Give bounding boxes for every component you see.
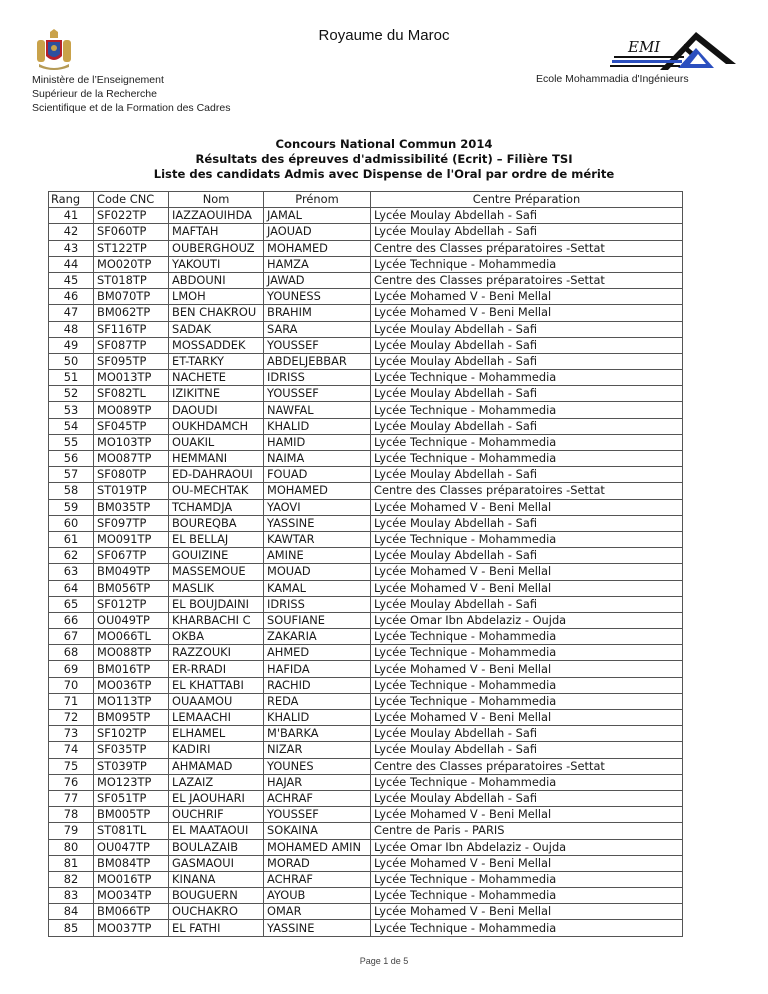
cell-prenom: BRAHIM (264, 305, 371, 321)
cell-nom: EL FATHI (169, 920, 264, 936)
cell-prenom: KAMAL (264, 580, 371, 596)
cell-nom: IZIKITNE (169, 386, 264, 402)
cell-nom: DAOUDI (169, 402, 264, 418)
cell-code-cnc: ST039TP (94, 758, 169, 774)
table-row (49, 451, 683, 467)
cell-nom: YAKOUTI (169, 256, 264, 272)
cell-nom: MAFTAH (169, 224, 264, 240)
cell-rang: 67 (49, 629, 94, 645)
cell-code-cnc: MO020TP (94, 256, 169, 272)
cell-nom: ED-DAHRAOUI (169, 467, 264, 483)
cell-centre: Lycée Mohamed V - Beni Mellal (371, 305, 683, 321)
page-number: Page 1 de 5 (359, 956, 409, 966)
cell-prenom: MOUAD (264, 564, 371, 580)
cell-centre: Lycée Technique - Mohammedia (371, 774, 683, 790)
cell-nom: OUKHDAMCH (169, 418, 264, 434)
ministry-line: Scientifique et de la Formation des Cadres (32, 102, 231, 114)
table-row (49, 434, 683, 450)
table-row (49, 871, 683, 887)
cell-prenom: YAOVI (264, 499, 371, 515)
cell-prenom: HAFIDA (264, 661, 371, 677)
table-header-row (49, 192, 683, 208)
cell-rang: 76 (49, 774, 94, 790)
cell-rang: 53 (49, 402, 94, 418)
table-row (49, 661, 683, 677)
cell-nom: SADAK (169, 321, 264, 337)
cell-rang: 54 (49, 418, 94, 434)
cell-code-cnc: SF082TL (94, 386, 169, 402)
table-row (49, 758, 683, 774)
cell-centre: Lycée Mohamed V - Beni Mellal (371, 904, 683, 920)
table-row (49, 823, 683, 839)
table-row (49, 677, 683, 693)
cell-prenom: HAJAR (264, 774, 371, 790)
table-row (49, 418, 683, 434)
cell-nom: AHMAMAD (169, 758, 264, 774)
cell-nom: LAZAIZ (169, 774, 264, 790)
cell-code-cnc: ST081TL (94, 823, 169, 839)
cell-nom: OUCHAKRO (169, 904, 264, 920)
cell-code-cnc: OU047TP (94, 839, 169, 855)
cell-prenom: KHALID (264, 418, 371, 434)
cell-rang: 43 (49, 240, 94, 256)
column-header-code: Code CNC (94, 192, 169, 208)
table-row (49, 920, 683, 936)
cell-code-cnc: MO013TP (94, 370, 169, 386)
table-body (49, 208, 683, 936)
table-row (49, 888, 683, 904)
cell-prenom: IDRISS (264, 370, 371, 386)
ministry-line: Ministère de l’Enseignement (32, 74, 164, 86)
cell-code-cnc: SF116TP (94, 321, 169, 337)
cell-code-cnc: BM066TP (94, 904, 169, 920)
table-row (49, 240, 683, 256)
cell-centre: Lycée Moulay Abdellah - Safi (371, 386, 683, 402)
cell-prenom: RACHID (264, 677, 371, 693)
cell-centre: Lycée Mohamed V - Beni Mellal (371, 580, 683, 596)
cell-centre: Centre de Paris - PARIS (371, 823, 683, 839)
cell-prenom: AHMED (264, 645, 371, 661)
cell-nom: ELHAMEL (169, 726, 264, 742)
table-row (49, 726, 683, 742)
cell-prenom: JAWAD (264, 272, 371, 288)
cell-code-cnc: MO087TP (94, 451, 169, 467)
cell-code-cnc: SF051TP (94, 790, 169, 806)
cell-code-cnc: BM095TP (94, 710, 169, 726)
cell-centre: Lycée Moulay Abdellah - Safi (371, 515, 683, 531)
table-row (49, 645, 683, 661)
table-row (49, 612, 683, 628)
cell-centre: Lycée Moulay Abdellah - Safi (371, 548, 683, 564)
cell-centre: Lycée Moulay Abdellah - Safi (371, 321, 683, 337)
table-row (49, 839, 683, 855)
cell-rang: 58 (49, 483, 94, 499)
cell-prenom: MOHAMED (264, 483, 371, 499)
table-row (49, 370, 683, 386)
cell-code-cnc: MO036TP (94, 677, 169, 693)
cell-rang: 82 (49, 871, 94, 887)
title-line-3: Liste des candidats Admis avec Dispense de l'Oral par ordre de mérite (153, 167, 615, 181)
cell-centre: Centre des Classes préparatoires -Settat (371, 240, 683, 256)
cell-code-cnc: SF095TP (94, 353, 169, 369)
table-row (49, 515, 683, 531)
cell-centre: Lycée Mohamed V - Beni Mellal (371, 564, 683, 580)
cell-code-cnc: SF080TP (94, 467, 169, 483)
cell-prenom: NAIMA (264, 451, 371, 467)
cell-nom: KINANA (169, 871, 264, 887)
cell-centre: Lycée Technique - Mohammedia (371, 629, 683, 645)
ministry-name (32, 73, 230, 115)
cell-code-cnc: MO103TP (94, 434, 169, 450)
cell-prenom: YOUSSEF (264, 807, 371, 823)
cell-nom: LMOH (169, 289, 264, 305)
cell-nom: EL BELLAJ (169, 531, 264, 547)
cell-prenom: OMAR (264, 904, 371, 920)
cell-centre: Lycée Technique - Mohammedia (371, 256, 683, 272)
cell-rang: 80 (49, 839, 94, 855)
cell-rang: 45 (49, 272, 94, 288)
cell-centre: Centre des Classes préparatoires -Settat (371, 483, 683, 499)
cell-prenom: ZAKARIA (264, 629, 371, 645)
cell-nom: GOUIZINE (169, 548, 264, 564)
cell-rang: 65 (49, 596, 94, 612)
cell-nom: BEN CHAKROU (169, 305, 264, 321)
cell-rang: 85 (49, 920, 94, 936)
cell-prenom: HAMID (264, 434, 371, 450)
cell-nom: ET-TARKY (169, 353, 264, 369)
cell-prenom: HAMZA (264, 256, 371, 272)
table-row (49, 693, 683, 709)
cell-nom: ER-RRADI (169, 661, 264, 677)
table-row (49, 580, 683, 596)
cell-nom: HEMMANI (169, 451, 264, 467)
cell-rang: 50 (49, 353, 94, 369)
cell-rang: 56 (49, 451, 94, 467)
cell-nom: MASLIK (169, 580, 264, 596)
cell-code-cnc: MO037TP (94, 920, 169, 936)
cell-rang: 44 (49, 256, 94, 272)
cell-prenom: YASSINE (264, 920, 371, 936)
table-row (49, 321, 683, 337)
cell-rang: 41 (49, 208, 94, 224)
cell-nom: LEMAACHI (169, 710, 264, 726)
cell-prenom: YOUNESS (264, 289, 371, 305)
cell-centre: Lycée Technique - Mohammedia (371, 645, 683, 661)
cell-prenom: SOKAINA (264, 823, 371, 839)
cell-prenom: NAWFAL (264, 402, 371, 418)
cell-nom: TCHAMDJA (169, 499, 264, 515)
cell-prenom: AYOUB (264, 888, 371, 904)
cell-code-cnc: BM062TP (94, 305, 169, 321)
cell-rang: 68 (49, 645, 94, 661)
cell-centre: Lycée Moulay Abdellah - Safi (371, 467, 683, 483)
table-row (49, 904, 683, 920)
cell-centre: Lycée Mohamed V - Beni Mellal (371, 499, 683, 515)
cell-code-cnc: SF097TP (94, 515, 169, 531)
table-row (49, 742, 683, 758)
cell-rang: 57 (49, 467, 94, 483)
column-header-nom: Nom (169, 192, 264, 208)
cell-rang: 47 (49, 305, 94, 321)
table-row (49, 353, 683, 369)
cell-code-cnc: MO088TP (94, 645, 169, 661)
table-row (49, 531, 683, 547)
cell-code-cnc: BM070TP (94, 289, 169, 305)
cell-centre: Lycée Moulay Abdellah - Safi (371, 353, 683, 369)
school-name: Ecole Mohammadia d'Ingénieurs (536, 73, 689, 85)
cell-nom: GASMAOUI (169, 855, 264, 871)
cell-rang: 73 (49, 726, 94, 742)
cell-prenom: ABDELJEBBAR (264, 353, 371, 369)
cell-rang: 46 (49, 289, 94, 305)
cell-centre: Lycée Technique - Mohammedia (371, 693, 683, 709)
cell-prenom: MOHAMED AMIN (264, 839, 371, 855)
table-row (49, 483, 683, 499)
cell-centre: Lycée Moulay Abdellah - Safi (371, 337, 683, 353)
cell-nom: MASSEMOUE (169, 564, 264, 580)
cell-prenom: YOUSSEF (264, 386, 371, 402)
cell-centre: Lycée Omar Ibn Abdelaziz - Oujda (371, 839, 683, 855)
cell-centre: Lycée Technique - Mohammedia (371, 402, 683, 418)
cell-code-cnc: BM005TP (94, 807, 169, 823)
cell-centre: Lycée Mohamed V - Beni Mellal (371, 661, 683, 677)
cell-centre: Lycée Moulay Abdellah - Safi (371, 208, 683, 224)
cell-centre: Lycée Technique - Mohammedia (371, 451, 683, 467)
cell-centre: Lycée Mohamed V - Beni Mellal (371, 710, 683, 726)
cell-nom: EL KHATTABI (169, 677, 264, 693)
cell-centre: Lycée Technique - Mohammedia (371, 888, 683, 904)
cell-nom: OUCHRIF (169, 807, 264, 823)
cell-code-cnc: SF087TP (94, 337, 169, 353)
emi-logo (608, 30, 738, 74)
cell-centre: Lycée Technique - Mohammedia (371, 531, 683, 547)
cell-nom: EL JAOUHARI (169, 790, 264, 806)
cell-rang: 59 (49, 499, 94, 515)
cell-rang: 69 (49, 661, 94, 677)
cell-nom: EL BOUJDAINI (169, 596, 264, 612)
cell-code-cnc: OU049TP (94, 612, 169, 628)
emi-logo-text: EMI (628, 38, 661, 56)
cell-rang: 48 (49, 321, 94, 337)
cell-prenom: NIZAR (264, 742, 371, 758)
cell-rang: 84 (49, 904, 94, 920)
cell-centre: Lycée Technique - Mohammedia (371, 370, 683, 386)
cell-centre: Lycée Technique - Mohammedia (371, 920, 683, 936)
table-row (49, 256, 683, 272)
cell-nom: BOUREQBA (169, 515, 264, 531)
cell-rang: 74 (49, 742, 94, 758)
cell-rang: 42 (49, 224, 94, 240)
cell-code-cnc: SF067TP (94, 548, 169, 564)
cell-prenom: YASSINE (264, 515, 371, 531)
cell-rang: 49 (49, 337, 94, 353)
cell-prenom: FOUAD (264, 467, 371, 483)
cell-nom: KHARBACHI C (169, 612, 264, 628)
cell-nom: NACHETE (169, 370, 264, 386)
cell-code-cnc: MO123TP (94, 774, 169, 790)
cell-prenom: REDA (264, 693, 371, 709)
cell-code-cnc: MO113TP (94, 693, 169, 709)
cell-nom: OUAAMOU (169, 693, 264, 709)
cell-rang: 72 (49, 710, 94, 726)
cell-prenom: M'BARKA (264, 726, 371, 742)
cell-centre: Lycée Omar Ibn Abdelaziz - Oujda (371, 612, 683, 628)
results-table (48, 191, 683, 937)
cell-nom: RAZZOUKI (169, 645, 264, 661)
table-row (49, 807, 683, 823)
table-row (49, 855, 683, 871)
cell-code-cnc: BM016TP (94, 661, 169, 677)
cell-code-cnc: SF102TP (94, 726, 169, 742)
table-row (49, 337, 683, 353)
table-row (49, 629, 683, 645)
cell-rang: 81 (49, 855, 94, 871)
table-row (49, 710, 683, 726)
cell-centre: Lycée Mohamed V - Beni Mellal (371, 807, 683, 823)
table-row (49, 774, 683, 790)
cell-prenom: IDRISS (264, 596, 371, 612)
cell-prenom: JAMAL (264, 208, 371, 224)
table-row (49, 402, 683, 418)
cell-rang: 55 (49, 434, 94, 450)
cell-code-cnc: MO089TP (94, 402, 169, 418)
cell-nom: OU-MECHTAK (169, 483, 264, 499)
cell-rang: 70 (49, 677, 94, 693)
table-row (49, 790, 683, 806)
cell-centre: Lycée Moulay Abdellah - Safi (371, 596, 683, 612)
cell-nom: EL MAATAOUI (169, 823, 264, 839)
cell-centre: Lycée Technique - Mohammedia (371, 677, 683, 693)
cell-code-cnc: ST018TP (94, 272, 169, 288)
table-row (49, 272, 683, 288)
cell-rang: 51 (49, 370, 94, 386)
cell-code-cnc: BM049TP (94, 564, 169, 580)
cell-code-cnc: ST122TP (94, 240, 169, 256)
cell-prenom: JAOUAD (264, 224, 371, 240)
cell-code-cnc: MO034TP (94, 888, 169, 904)
cell-prenom: KAWTAR (264, 531, 371, 547)
cell-rang: 83 (49, 888, 94, 904)
cell-nom: OKBA (169, 629, 264, 645)
cell-code-cnc: ST019TP (94, 483, 169, 499)
cell-centre: Lycée Technique - Mohammedia (371, 434, 683, 450)
cell-prenom: SARA (264, 321, 371, 337)
cell-centre: Lycée Mohamed V - Beni Mellal (371, 289, 683, 305)
table-row (49, 208, 683, 224)
cell-code-cnc: BM056TP (94, 580, 169, 596)
column-header-centre: Centre Préparation (371, 192, 683, 208)
cell-prenom: YOUNES (264, 758, 371, 774)
title-line-2: Résultats des épreuves d'admissibilité (Ecrit) – Filière TSI (195, 152, 573, 166)
cell-rang: 78 (49, 807, 94, 823)
cell-code-cnc: MO091TP (94, 531, 169, 547)
cell-code-cnc: SF045TP (94, 418, 169, 434)
coat-of-arms-logo (33, 28, 75, 72)
cell-rang: 77 (49, 790, 94, 806)
cell-nom: ABDOUNI (169, 272, 264, 288)
cell-rang: 64 (49, 580, 94, 596)
cell-code-cnc: SF012TP (94, 596, 169, 612)
cell-prenom: YOUSSEF (264, 337, 371, 353)
table-row (49, 386, 683, 402)
cell-code-cnc: MO066TL (94, 629, 169, 645)
cell-prenom: AMINE (264, 548, 371, 564)
cell-prenom: KHALID (264, 710, 371, 726)
table-row (49, 548, 683, 564)
table-row (49, 564, 683, 580)
cell-rang: 79 (49, 823, 94, 839)
cell-nom: KADIRI (169, 742, 264, 758)
cell-rang: 60 (49, 515, 94, 531)
cell-nom: BOULAZAIB (169, 839, 264, 855)
cell-rang: 52 (49, 386, 94, 402)
cell-nom: OUAKIL (169, 434, 264, 450)
cell-centre: Lycée Moulay Abdellah - Safi (371, 726, 683, 742)
cell-centre: Lycée Moulay Abdellah - Safi (371, 790, 683, 806)
cell-code-cnc: SF035TP (94, 742, 169, 758)
cell-centre: Lycée Moulay Abdellah - Safi (371, 742, 683, 758)
cell-centre: Lycée Technique - Mohammedia (371, 871, 683, 887)
cell-prenom: ACHRAF (264, 790, 371, 806)
cell-rang: 63 (49, 564, 94, 580)
column-header-prenom: Prénom (264, 192, 371, 208)
cell-rang: 71 (49, 693, 94, 709)
cell-centre: Centre des Classes préparatoires -Settat (371, 758, 683, 774)
cell-centre: Lycée Mohamed V - Beni Mellal (371, 855, 683, 871)
table-row (49, 499, 683, 515)
cell-nom: MOSSADDEK (169, 337, 264, 353)
cell-prenom: MORAD (264, 855, 371, 871)
cell-rang: 66 (49, 612, 94, 628)
cell-code-cnc: SF060TP (94, 224, 169, 240)
cell-rang: 62 (49, 548, 94, 564)
column-header-rang: Rang (49, 192, 94, 208)
cell-nom: IAZZAOUIHDA (169, 208, 264, 224)
title-line-1: Concours National Commun 2014 (275, 137, 493, 151)
table-row (49, 305, 683, 321)
cell-code-cnc: BM084TP (94, 855, 169, 871)
cell-prenom: MOHAMED (264, 240, 371, 256)
ministry-line: Supérieur de la Recherche (32, 88, 157, 100)
cell-code-cnc: BM035TP (94, 499, 169, 515)
country-heading: Royaume du Maroc (318, 27, 450, 44)
table-row (49, 289, 683, 305)
cell-code-cnc: MO016TP (94, 871, 169, 887)
table-row (49, 596, 683, 612)
cell-centre: Centre des Classes préparatoires -Settat (371, 272, 683, 288)
cell-prenom: ACHRAF (264, 871, 371, 887)
cell-nom: BOUGUERN (169, 888, 264, 904)
table-row (49, 224, 683, 240)
document-titles (0, 137, 768, 182)
cell-centre: Lycée Moulay Abdellah - Safi (371, 418, 683, 434)
cell-centre: Lycée Moulay Abdellah - Safi (371, 224, 683, 240)
cell-rang: 75 (49, 758, 94, 774)
table-row (49, 467, 683, 483)
cell-nom: OUBERGHOUZ (169, 240, 264, 256)
cell-code-cnc: SF022TP (94, 208, 169, 224)
cell-rang: 61 (49, 531, 94, 547)
cell-prenom: SOUFIANE (264, 612, 371, 628)
